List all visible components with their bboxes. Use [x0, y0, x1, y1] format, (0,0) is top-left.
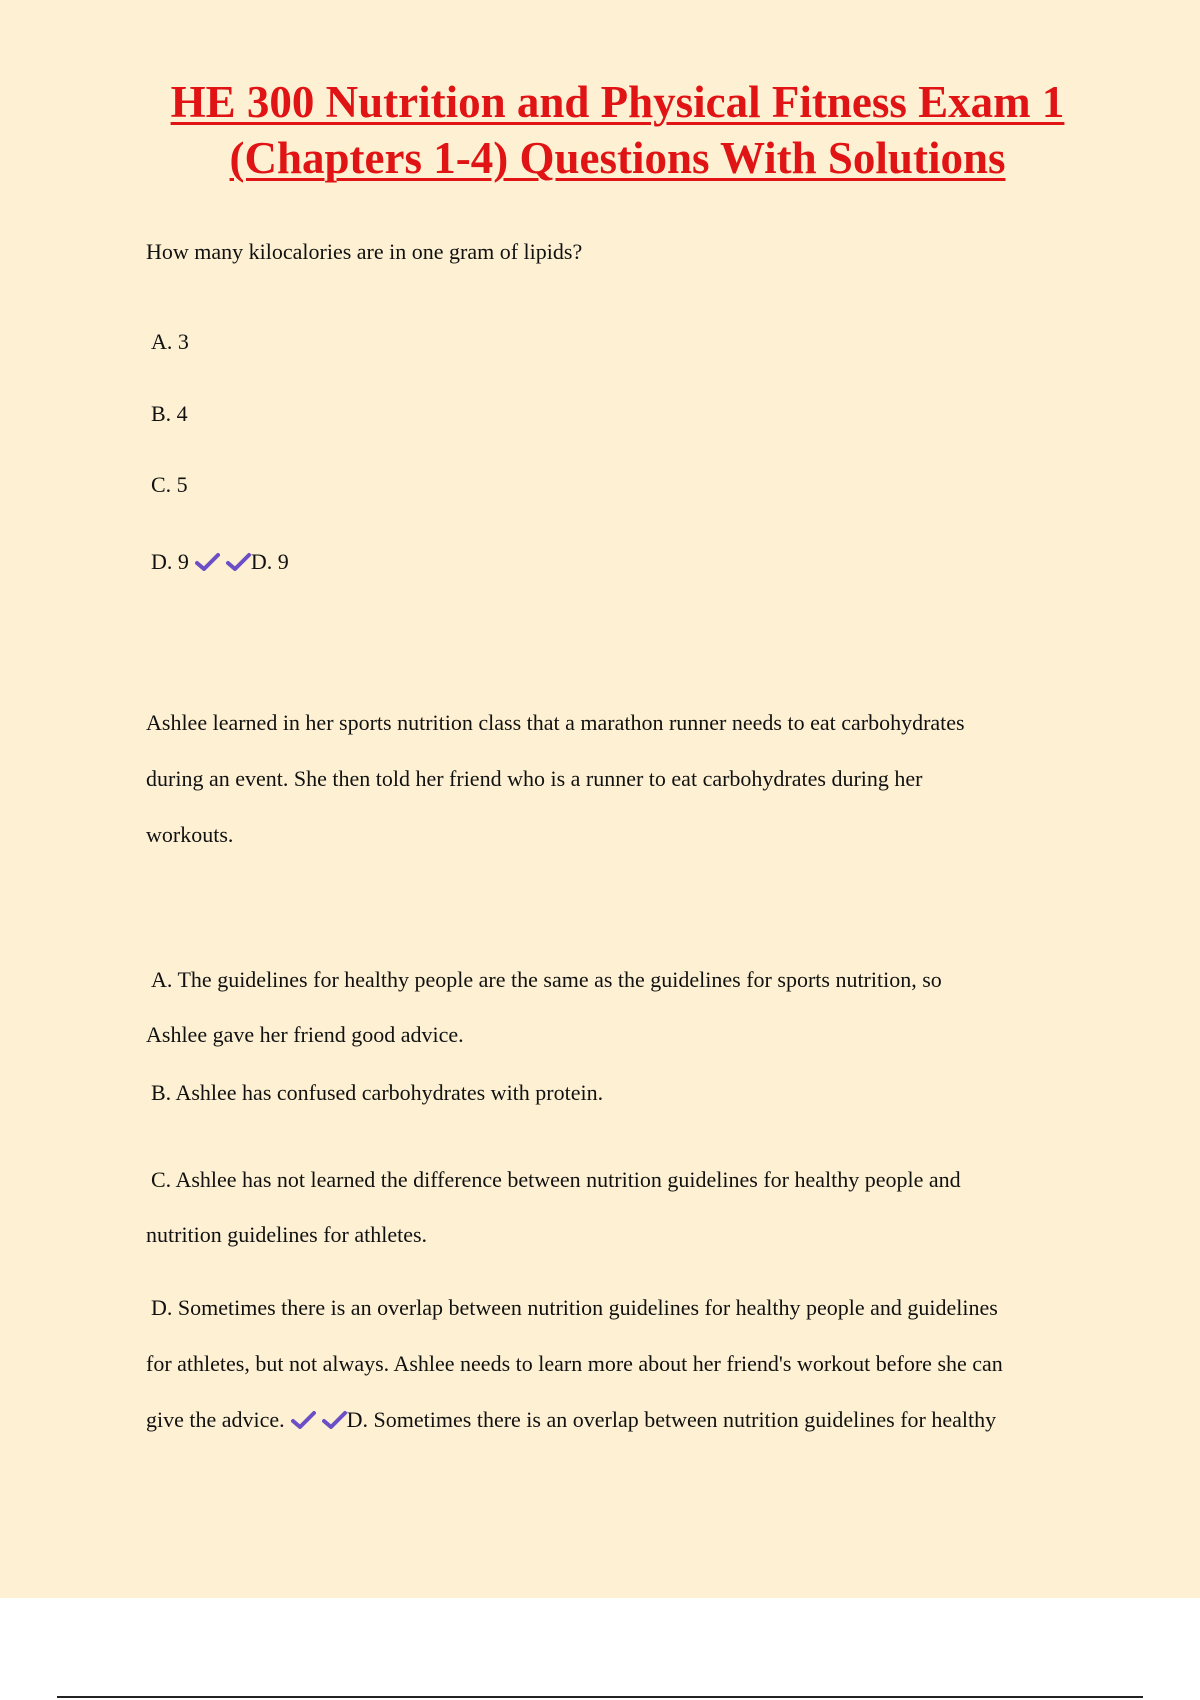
option-line: for athletes, but not always. Ashlee needs to learn more about her friend's workout before she can: [146, 1351, 1003, 1376]
scenario-line: workouts.: [146, 822, 234, 847]
question-2-scenario: [146, 695, 1096, 863]
document-title: HE 300 Nutrition and Physical Fitness Exam 1 (Chapters 1-4) Questions With Solutions: [170, 77, 1065, 183]
footer-divider: [57, 1696, 1143, 1698]
question-1-option-d-answer-line: [151, 548, 289, 576]
check-icon: [322, 1410, 347, 1430]
question-1-option-d: D. 9: [151, 549, 189, 574]
question-1-option-b: B. 4: [151, 401, 188, 426]
option-line: A. The guidelines for healthy people are the same as the guidelines for sports nutrition, so: [151, 967, 942, 992]
question-2-option-b: B. Ashlee has confused carbohydrates with protein.: [151, 1080, 604, 1105]
option-line: C. Ashlee has not learned the difference between nutrition guidelines for healthy people and: [151, 1167, 961, 1192]
question-2-option-c: [146, 1152, 1096, 1262]
check-icon: [226, 552, 251, 572]
option-line: Ashlee gave her friend good advice.: [146, 1022, 464, 1047]
option-line: D. Sometimes there is an overlap between nutrition guidelines for healthy people and guidelines: [151, 1295, 998, 1320]
question-1-prompt: How many kilocalories are in one gram of lipids?: [146, 239, 583, 264]
question-1-option-a: A. 3: [151, 329, 189, 354]
check-icon: [291, 1410, 316, 1430]
option-answer-line: [146, 1392, 1096, 1448]
question-1-answer: D. 9: [250, 549, 289, 574]
question-1-option-c: C. 5: [151, 472, 188, 497]
question-2-answer: D. Sometimes there is an overlap between nutrition guidelines for healthy: [346, 1407, 997, 1432]
question-2-option-a: [146, 952, 1096, 1062]
check-icon: [195, 552, 220, 572]
question-2-option-d: [146, 1280, 1096, 1448]
scenario-line: during an event. She then told her friend who is a runner to eat carbohydrates during her: [146, 766, 923, 791]
option-line: nutrition guidelines for athletes.: [146, 1222, 428, 1247]
option-line: give the advice.: [146, 1407, 285, 1432]
scenario-line: Ashlee learned in her sports nutrition class that a marathon runner needs to eat carbohydrates: [146, 710, 965, 735]
